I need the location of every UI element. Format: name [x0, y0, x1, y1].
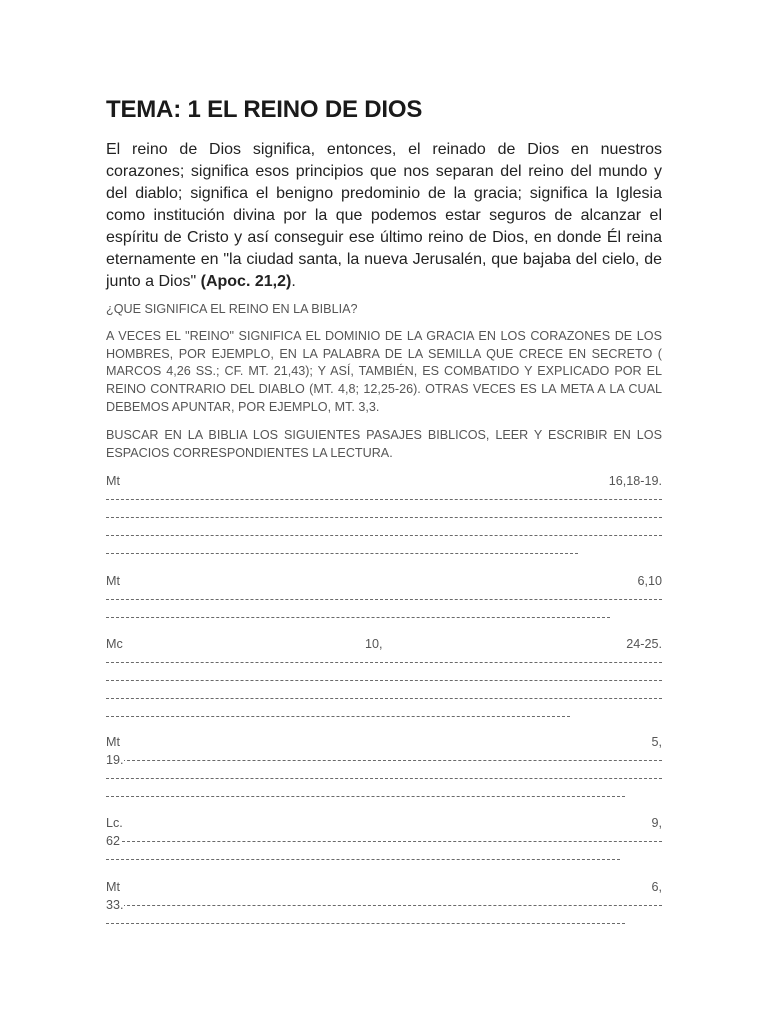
- intro-paragraph: [106, 139, 662, 293]
- exercise-block: [106, 635, 662, 725]
- answer-line[interactable]: [106, 751, 662, 769]
- answer-line[interactable]: [106, 590, 662, 608]
- answer-line[interactable]: [106, 671, 662, 689]
- answer-line[interactable]: [106, 526, 662, 544]
- explanation-paragraph: A VECES EL "REINO" SIGNIFICA EL DOMINIO DE LA GRACIA EN LOS CORAZONES DE LOS HOMBRES, POR EJEMPLO, EN LA PALABRA DE LA SEMILLA QUE CRECE EN SECRETO ( MARCOS 4,26 SS.; CF. MT. 21,43); Y ASÍ, TAMBIÉN, ES COMBATIDO Y EXPLICADO POR EL REINO CONTRARIO DEL DIABLO (MT. 4,8; 12,25-26). OTRAS VECES ES LA META A LA CUAL DEBEMOS APUNTAR, POR EJEMPLO, MT. 3,3.: [106, 329, 662, 414]
- exercise-block: [106, 814, 662, 868]
- exercise-book: Lc.: [106, 816, 123, 830]
- answer-line[interactable]: [106, 490, 662, 508]
- exercise-block: [106, 878, 662, 932]
- exercise-header: [106, 635, 662, 653]
- intro-end: .: [291, 273, 296, 290]
- exercise-book: Mt: [106, 574, 120, 588]
- exercise-reference: 24-25.: [626, 637, 662, 651]
- exercise-block: [106, 572, 662, 626]
- exercise-block: [106, 733, 662, 805]
- exercise-verse: 62: [106, 834, 121, 848]
- exercise-verse: 33.: [106, 898, 124, 912]
- intro-reference: (Apoc. 21,2): [200, 273, 292, 290]
- answer-line[interactable]: [106, 787, 625, 805]
- exercise-header: [106, 572, 662, 590]
- exercise-reference: 6,10: [637, 574, 662, 588]
- exercise-header: [106, 472, 662, 490]
- answer-line[interactable]: [106, 832, 662, 850]
- page-title: TEMA: 1 EL REINO DE DIOS: [106, 96, 423, 123]
- answer-line[interactable]: [106, 689, 662, 707]
- answer-line[interactable]: [106, 608, 610, 626]
- answer-line[interactable]: [106, 850, 620, 868]
- question-heading: ¿QUE SIGNIFICA EL REINO EN LA BIBLIA?: [106, 302, 358, 316]
- exercise-reference: 16,18-19.: [608, 474, 662, 488]
- answer-line[interactable]: [106, 707, 570, 725]
- instruction-paragraph: BUSCAR EN LA BIBLIA LOS SIGUIENTES PASAJES BIBLICOS, LEER Y ESCRIBIR EN LOS ESPACIOS CORRESPONDIENTES LA LECTURA.: [106, 428, 662, 460]
- answer-line[interactable]: [106, 914, 625, 932]
- intro-text: El reino de Dios significa, entonces, el reinado de Dios en nuestros corazones; significa esos principios que nos separan del reino del mundo y del diablo; significa el benigno predominio de la gracia; significa la Iglesia como institución divina por la que podemos estar seguros de alcanzar el espíritu de Cristo y así conseguir ese último reino de Dios, en donde Él reina eternamente en "la ciudad santa, la nueva Jerusalén, que bajaba del cielo, de junto a Dios": [106, 141, 662, 290]
- answer-line[interactable]: [106, 653, 662, 671]
- exercise-book: Mt: [106, 474, 120, 488]
- answer-line[interactable]: [106, 896, 662, 914]
- exercise-chapter: 10,: [365, 637, 383, 651]
- answer-line[interactable]: [106, 544, 578, 562]
- exercise-book: Mc: [106, 637, 123, 651]
- exercise-reference: 6,: [651, 880, 662, 894]
- answer-line[interactable]: [106, 769, 662, 787]
- exercise-header: [106, 878, 662, 896]
- exercise-reference: 9,: [651, 816, 662, 830]
- exercise-header: [106, 814, 662, 832]
- exercise-book: Mt: [106, 880, 120, 894]
- exercise-book: Mt: [106, 735, 120, 749]
- exercise-verse: 19.: [106, 753, 124, 767]
- answer-line[interactable]: [106, 508, 662, 526]
- exercise-block: [106, 472, 662, 562]
- exercise-header: [106, 733, 662, 751]
- exercise-reference: 5,: [651, 735, 662, 749]
